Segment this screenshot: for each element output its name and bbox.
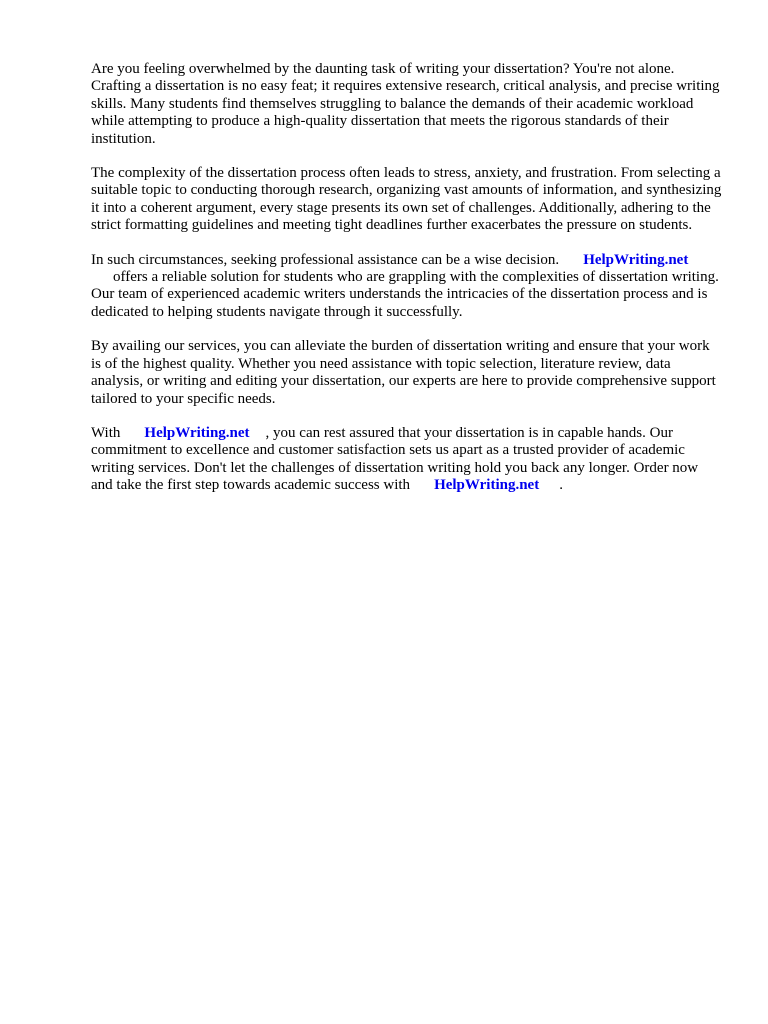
helpwriting-link-2[interactable]: HelpWriting.net xyxy=(144,424,250,441)
helpwriting-link-1[interactable]: HelpWriting.net xyxy=(583,251,689,268)
paragraph-assistance-text-after: offers a reliable solution for students who are grappling with the complexities of dissertation writing. Our team of experienced academic writers understands the intricacies of the dissertation process and is dedicated to helping students navigate through it successfully. xyxy=(91,269,719,320)
paragraph-closing xyxy=(91,425,723,495)
paragraph-assistance xyxy=(91,252,723,322)
paragraph-closing-text-end: . xyxy=(559,477,563,494)
paragraph-closing-text-before: With xyxy=(91,424,121,441)
paragraph-closing-text-middle: , you can rest assured that your dissertation is in capable hands. Our commitment to excellence and customer satisfaction sets us apart as a trusted provider of academic writing services. Don't let the challenges of dissertation writing hold you back any longer. Order now and take the first step towards academic success with xyxy=(91,424,699,494)
paragraph-services: By availing our services, you can alleviate the burden of dissertation writing and ensure that your work is of the highest quality. Whether you need assistance with topic selection, literature review, data analysis, or writing and editing your dissertation, our experts are here to provide comprehensive support tailored to your specific needs. xyxy=(91,338,716,407)
paragraph-assistance-text-before: In such circumstances, seeking professional assistance can be a wise decision. xyxy=(91,251,560,268)
helpwriting-link-3[interactable]: HelpWriting.net xyxy=(434,477,540,494)
paragraph-intro: Are you feeling overwhelmed by the daunting task of writing your dissertation? You're not alone. Crafting a dissertation is no easy feat; it requires extensive research, critical analysis, and precise writing skills. Many students find themselves struggling to balance the demands of their academic workload while attempting to produce a high-quality dissertation that meets the rigorous standards of their institution. xyxy=(91,61,720,147)
paragraph-complexity: The complexity of the dissertation process often leads to stress, anxiety, and frustration. From selecting a suitable topic to conducting thorough research, organizing vast amounts of information, and synthesizing it into a coherent argument, every stage presents its own set of challenges. Additionally, adhering to the strict formatting guidelines and meeting tight deadlines further exacerbates the pressure on students. xyxy=(91,165,722,234)
document-page xyxy=(91,61,723,512)
